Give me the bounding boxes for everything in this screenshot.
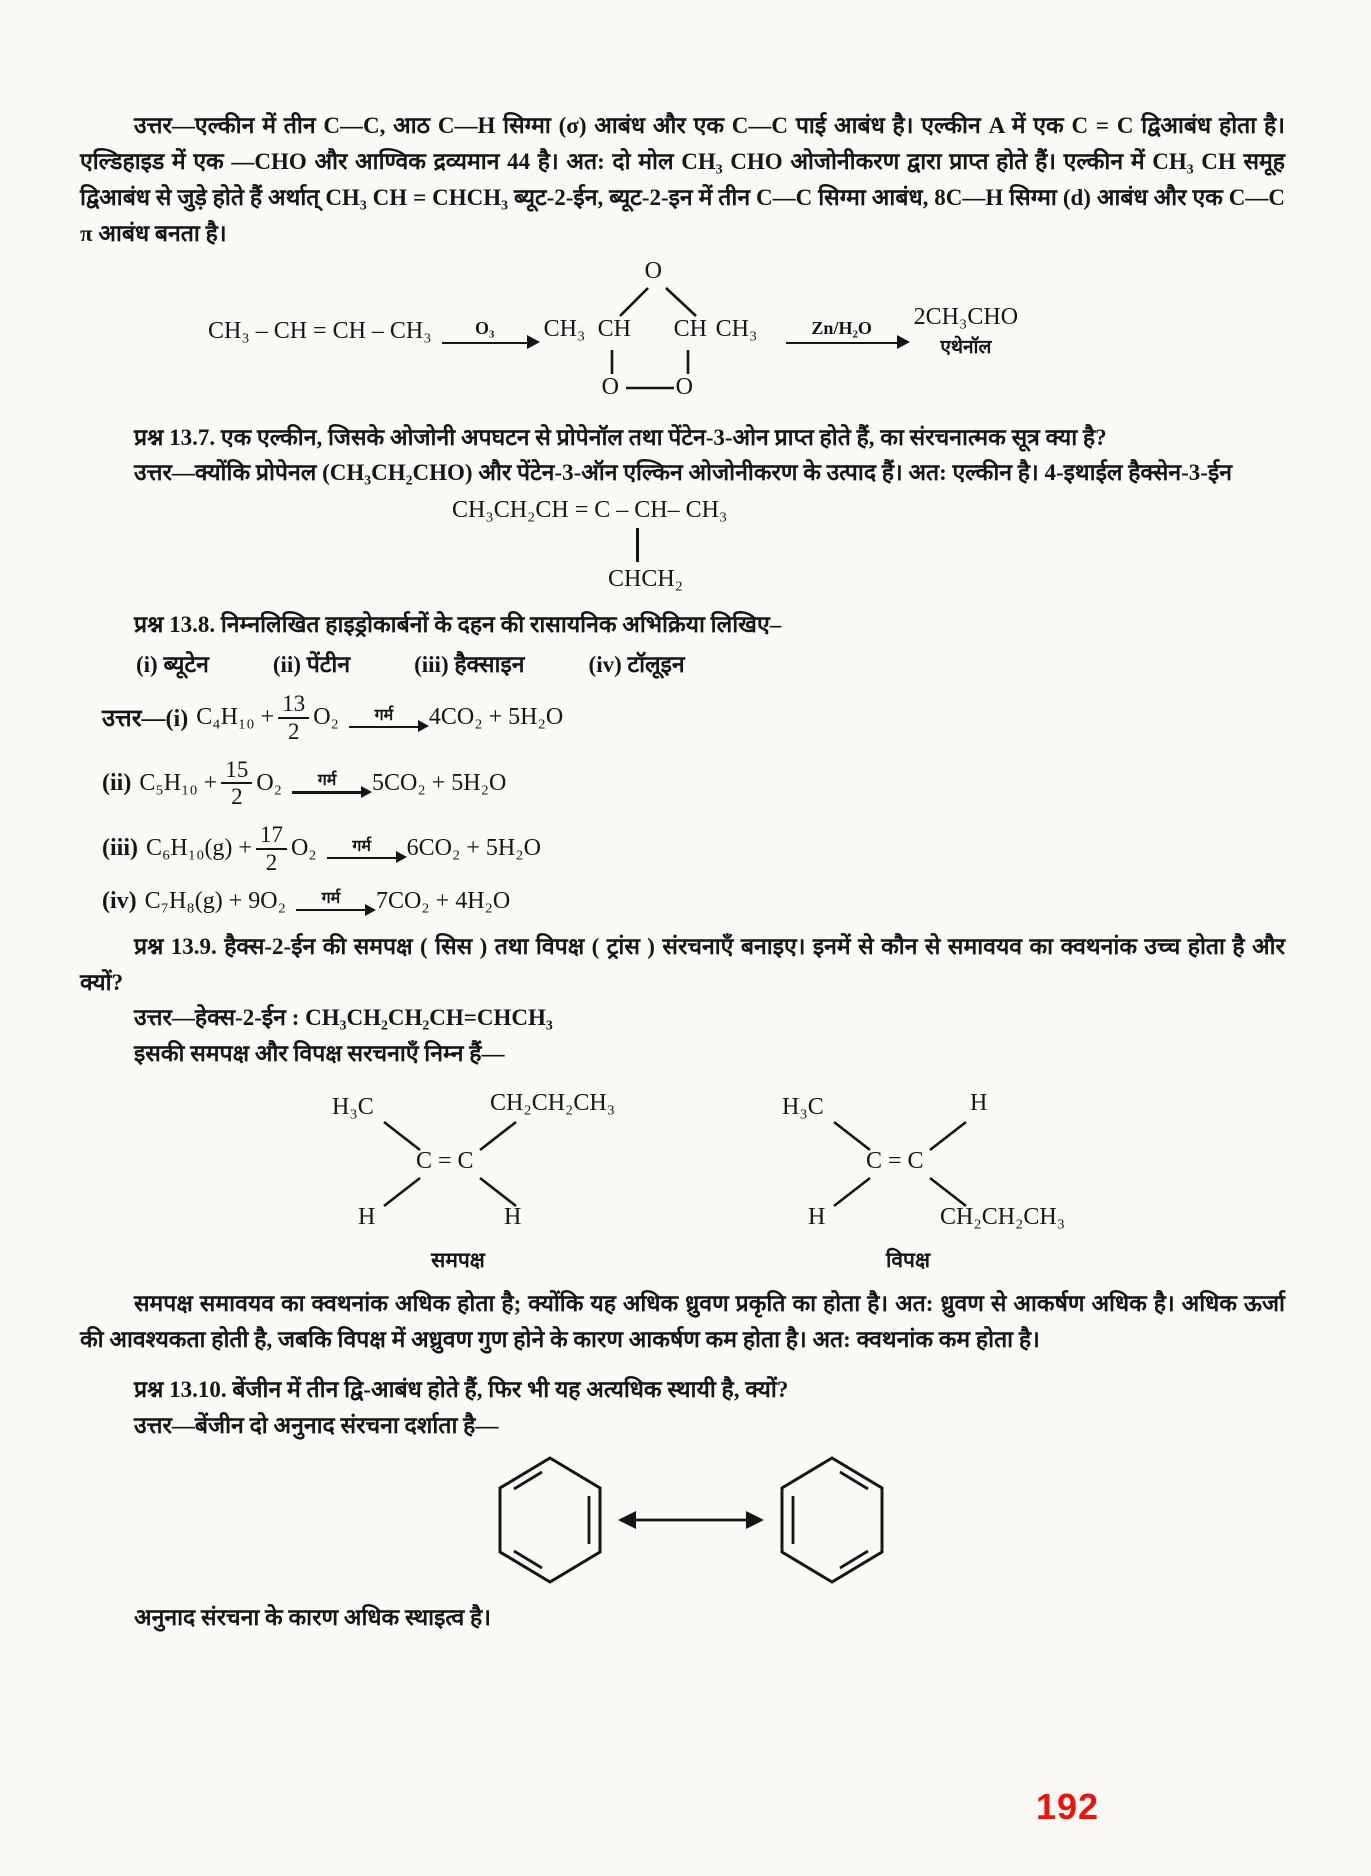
- arrow-shaft-icon: [442, 342, 528, 345]
- ozonide-o-left: O: [601, 373, 619, 400]
- question-13-9: प्रश्न 13.9. हैक्स-2-ईन की समपक्ष ( सिस ) तथा विपक्ष ( ट्रांस ) संरचनाएँ बनाइए। इनमें से कौन से समावयव का क्वथनांक उच्च होता है और क्यों?: [80, 933, 1285, 995]
- heat-arrow-label: गर्म: [317, 772, 337, 790]
- heat-arrow: [349, 708, 419, 729]
- question-13-8: प्रश्न 13.8. निम्नलिखित हाइड्रोकार्बनों के दहन की रासायनिक अभिक्रिया लिखिए–: [134, 612, 782, 638]
- arrow-label-o3: O₃: [474, 317, 495, 338]
- ozonide-ch3-left: CH₃: [543, 315, 586, 342]
- equation-o2: O₂: [313, 704, 339, 731]
- heat-arrow-label: गर्म: [352, 837, 371, 855]
- alkene-structure-diagram: [452, 497, 1285, 593]
- arrow-shaft-icon: [349, 726, 419, 729]
- equation-o2: O₂: [290, 835, 317, 862]
- arrow-label-zn-h2o: Zn/H₂O: [811, 317, 872, 338]
- equation-lhs: C₇H₈(g) + 9O₂: [144, 887, 286, 914]
- heat-arrow: [296, 891, 366, 912]
- benzene-ring-right-icon: [776, 1454, 888, 1586]
- arrow-shaft-icon: [292, 791, 362, 794]
- fraction-numerator: 13: [278, 691, 309, 719]
- structure-main-chain: CH₃CH₂CH = C – CH– CH₃: [452, 497, 728, 524]
- cis-trans-diagrams: [298, 1086, 1285, 1274]
- benzene-resonance-diagram: [494, 1454, 1285, 1586]
- answer-13-9-intro: उत्तर—हेक्स-2-ईन : CH₃CH₂CH₂CH=CHCH₃: [134, 1005, 553, 1031]
- answer-13-9-explanation: समपक्ष समावयव का क्वथनांक अधिक होता है; क्योंकि यह अधिक ध्रुवण प्रकृति का होता है। अत: ध्रुवण से आकर्षण अधिक है। अधिक ऊर्जा की आवश्यकता होती है, जबकि विपक्ष में अध्रुवण गुण होने के कारण आकर्षण कम होता है। अत: क्वथनांक कम होता है।: [80, 1291, 1285, 1352]
- trans-bottom-right-group: CH₂CH₂CH₃: [940, 1204, 1066, 1231]
- option-i: (i) ब्यूटेन: [136, 652, 209, 678]
- equation-label: (iii): [102, 835, 138, 862]
- product-name-label: एथेनॉल: [940, 337, 992, 358]
- cis-isomer-block: [298, 1086, 618, 1274]
- cis-caption: समपक्ष: [431, 1248, 485, 1273]
- option-iii: (iii) हैक्साइन: [414, 652, 525, 678]
- arrow-shaft-icon: [327, 857, 397, 860]
- fraction: [256, 822, 287, 876]
- trans-top-left-group: H₃C: [782, 1094, 824, 1121]
- answer-13-7: उत्तर—क्योंकि प्रोपेनल (CH₃CH₂CHO) और पेंटेन-3-ऑन एल्किन ओजोनीकरण के उत्पाद हैं। अत: एल्कीन है। 4-इथाईल हैक्सेन-3-ईन: [134, 460, 1233, 486]
- reactant-formula: CH₃ – CH = CH – CH₃: [208, 318, 432, 344]
- fraction: [221, 757, 252, 811]
- fraction: [278, 691, 309, 745]
- ozonolysis-reaction-scheme: [208, 258, 1285, 406]
- equation-rhs: 7CO₂ + 4H₂O: [375, 887, 511, 914]
- equation-rhs: 6CO₂ + 5H₂O: [406, 835, 541, 862]
- equation-rhs: 4CO₂ + 5H₂O: [428, 704, 564, 731]
- structure-substituent: CHCH₂: [608, 566, 684, 593]
- fraction-denominator: 2: [265, 849, 278, 875]
- equation-lhs: C₄H₁₀ +: [196, 704, 275, 731]
- question-13-10: प्रश्न 13.10. बेंजीन में तीन द्वि-आबंध होते हैं, फिर भी यह अत्यधिक स्थायी है, क्यों?: [134, 1376, 789, 1402]
- trans-caption: विपक्ष: [885, 1248, 931, 1273]
- arrow-shaft-icon: [786, 342, 898, 345]
- ozonide-ch-left: CH: [597, 315, 631, 342]
- equation-lhs: C₆H₁₀(g) +: [146, 835, 252, 862]
- heat-arrow: [292, 773, 362, 794]
- answer-13-9-note: इसकी समपक्ष और विपक्ष सरचनाएँ निम्न हैं—: [134, 1041, 505, 1067]
- fraction-numerator: 17: [256, 822, 287, 850]
- hydrocarbon-options-row: [136, 647, 1285, 679]
- trans-structure-diagram: [748, 1086, 1068, 1236]
- reaction-arrow-zn-h2o: [786, 319, 898, 344]
- question-13-7: प्रश्न 13.7. एक एल्कीन, जिसके ओजोनी अपघटन से प्रोपेनॉल तथा पेंटेन-3-ओन प्राप्त होते हैं, का संरचनात्मक सूत्र क्या है?: [134, 424, 1107, 450]
- combustion-equation-3: [102, 822, 1285, 876]
- ozonide-o-top: O: [644, 257, 662, 284]
- equation-o2: O₂: [256, 769, 283, 796]
- trans-c-double-c: C = C: [866, 1148, 924, 1175]
- arrow-shaft-icon: [296, 909, 366, 912]
- equation-label: (ii): [102, 769, 132, 796]
- vertical-bond-icon: [636, 528, 639, 562]
- resonance-arrow-icon: [616, 1506, 766, 1534]
- trans-bottom-left-group: H: [808, 1204, 826, 1231]
- product-formula: 2CH₃CHO: [913, 304, 1019, 330]
- combustion-equation-1: [102, 691, 1285, 745]
- option-iv: (iv) टॉलूइन: [588, 652, 685, 678]
- equation-label: (iv): [102, 887, 137, 914]
- option-ii: (ii) पेंटीन: [272, 652, 351, 678]
- heat-arrow-label: गर्म: [374, 706, 394, 724]
- answer-13-10-closing: अनुनाद संरचना के कारण अधिक स्थाइत्व है।: [134, 1604, 491, 1630]
- answer-13-6-paragraph: उत्तर—एल्कीन में तीन C—C, आठ C—H सिग्मा (σ) आबंध और एक C—C पाई आबंध है। एल्कीन A में एक C = C द्विआबंध होता है। एल्डिहाइड में एक —CHO और आण्विक द्रव्यमान 44 है। अत: दो मोल CH₃ CHO ओजोनीकरण द्वारा प्राप्त होते हैं। एल्कीन में CH₃ CH समूह द्विआबंध से जुड़े होते हैं अर्थात् CH₃ CH = CHCH₃ ब्यूट-2-ईन, ब्यूट-2-इन में तीन C—C सिग्मा आबंध, 8C—H सिग्मा (d) आबंध और एक C—C π आबंध बनता है।: [80, 113, 1285, 246]
- ozonide-o-right: O: [675, 373, 693, 400]
- cis-c-double-c: C = C: [416, 1148, 474, 1175]
- cis-top-right-group: CH₂CH₂CH₃: [490, 1090, 616, 1117]
- equation-lhs: C₅H₁₀ +: [139, 769, 218, 796]
- ozonide-ch3-right: CH₃: [715, 315, 758, 342]
- fraction-numerator: 15: [221, 757, 252, 785]
- ozonide-ch-right: CH: [673, 315, 707, 342]
- cis-bottom-right-group: H: [504, 1204, 522, 1231]
- combustion-equation-2: [102, 757, 1285, 811]
- reaction-product: [914, 304, 1018, 359]
- benzene-ring-left-icon: [494, 1454, 606, 1586]
- page-number: 192: [1036, 1786, 1100, 1827]
- cis-structure-diagram: [298, 1086, 618, 1236]
- cis-bottom-left-group: H: [358, 1204, 376, 1231]
- reaction-arrow-o3: [442, 319, 528, 344]
- ozonide-structure-diagram: [544, 258, 770, 406]
- heat-arrow: [327, 839, 397, 860]
- combustion-equation-4: [102, 888, 1285, 915]
- fraction-denominator: 2: [287, 718, 300, 744]
- answer-13-10-intro: उत्तर—बेंजीन दो अनुनाद संरचना दर्शाता है—: [134, 1412, 499, 1438]
- trans-isomer-block: [748, 1086, 1068, 1274]
- trans-top-right-group: H: [970, 1090, 988, 1117]
- cis-top-left-group: H₃C: [332, 1094, 374, 1121]
- heat-arrow-label: गर्म: [321, 889, 341, 907]
- equation-label: उत्तर—(i): [102, 706, 189, 733]
- fraction-denominator: 2: [231, 784, 243, 810]
- equation-rhs: 5CO₂ + 5H₂O: [372, 769, 507, 796]
